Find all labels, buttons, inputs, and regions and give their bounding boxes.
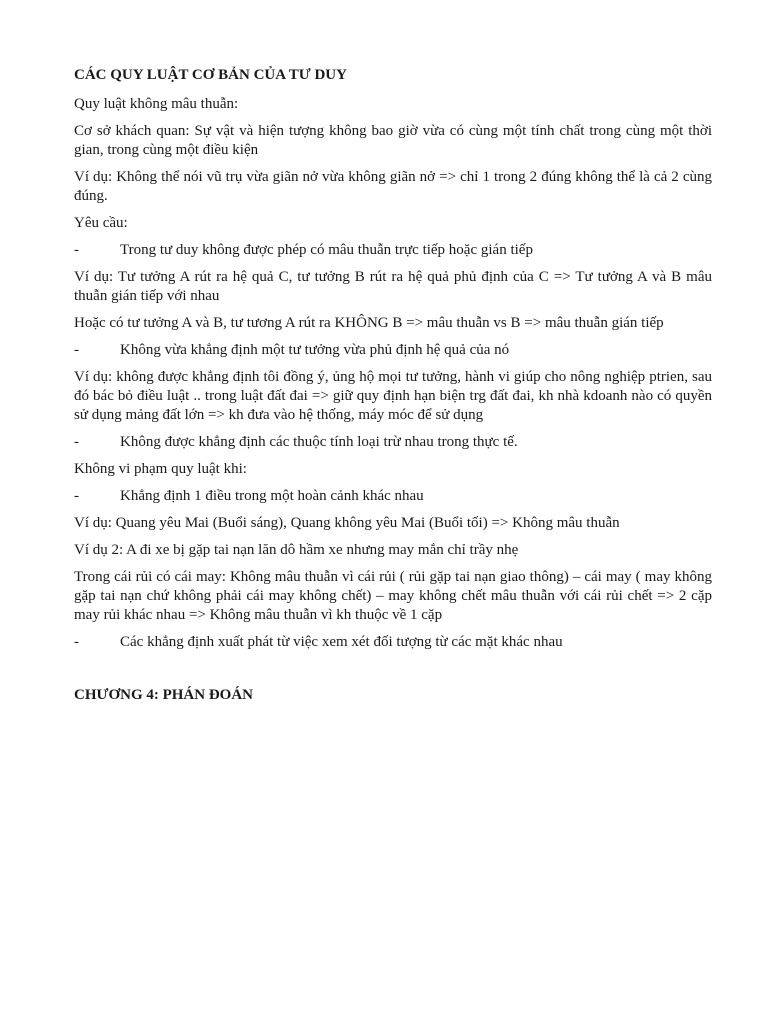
list-item-text: Trong tư duy không được phép có mâu thuẫn trực tiếp hoặc gián tiếp xyxy=(120,242,533,258)
list-item-text: Khẳng định 1 điều trong một hoàn cảnh khác nhau xyxy=(120,488,424,504)
list-item xyxy=(74,341,712,360)
bullet-dash: - xyxy=(74,342,79,358)
paragraph-example-2: Ví dụ: Tư tưởng A rút ra hệ quả C, tư tưởng B rút ra hệ quả phủ định của C => Tư tưởng A và B mâu thuẫn gián tiếp với nhau xyxy=(74,269,712,304)
section-label: Quy luật không mâu thuẫn: xyxy=(74,96,239,112)
paragraph-not-violate: Không vi phạm quy luật khi: xyxy=(74,461,247,477)
list-item-text: Không được khẳng định các thuộc tính loại trừ nhau trong thực tế. xyxy=(120,434,518,450)
bullet-dash: - xyxy=(74,242,79,258)
paragraph-luck: Trong cái rủi có cái may: Không mâu thuẫn vì cái rủi ( rủi gặp tai nạn giao thông) – cái may ( may không gặp tai nạn chứ không phải cái may không chết) – may không chết mâu thuẫn với cái rủi chết => 2 cặp may rủi khác nhau => Không mâu thuẫn vì kh thuộc về 1 cặp xyxy=(74,569,712,623)
paragraph-example-1: Ví dụ: Không thể nói vũ trụ vừa giãn nở vừa không giãn nở => chỉ 1 trong 2 đúng không thể là cả 2 cùng đúng. xyxy=(74,169,712,204)
page-title: CÁC QUY LUẬT CƠ BẢN CỦA TƯ DUY xyxy=(74,67,347,83)
spacer xyxy=(74,660,712,686)
paragraph-example-5: Ví dụ 2: A đi xe bị gặp tai nạn lăn dô hầm xe nhưng may mắn chỉ trầy nhẹ xyxy=(74,542,519,558)
list-item-text: Các khẳng định xuất phát từ việc xem xét đối tượng từ các mặt khác nhau xyxy=(120,634,563,650)
bullet-dash: - xyxy=(74,634,79,650)
paragraph-requirements: Yêu cầu: xyxy=(74,215,128,231)
bullet-dash: - xyxy=(74,434,79,450)
paragraph-example-4: Ví dụ: Quang yêu Mai (Buổi sáng), Quang không yêu Mai (Buổi tối) => Không mâu thuẫn xyxy=(74,515,620,531)
list-item xyxy=(74,241,712,260)
paragraph-or: Hoặc có tư tưởng A và B, tư tương A rút ra KHÔNG B => mâu thuẫn vs B => mâu thuẫn gián tiếp xyxy=(74,315,664,331)
list-item xyxy=(74,433,712,452)
list-item-text: Không vừa khẳng định một tư tưởng vừa phủ định hệ quả của nó xyxy=(120,342,510,358)
paragraph-basis: Cơ sở khách quan: Sự vật và hiện tượng không bao giờ vừa có cùng một tính chất trong cùng một thời gian, trong cùng một điều kiện xyxy=(74,123,712,158)
document-page xyxy=(74,66,712,715)
chapter-heading: CHƯƠNG 4: PHÁN ĐOÁN xyxy=(74,687,254,703)
bullet-dash: - xyxy=(74,488,79,504)
list-item xyxy=(74,487,712,506)
list-item xyxy=(74,633,712,652)
paragraph-example-3: Ví dụ: không được khẳng định tôi đồng ý, ủng hộ mọi tư tưởng, hành vi giúp cho nông nghiệp ptrien, sau đó bác bỏ điều luật .. trong luật đất đai => giữ quy định hạn biện trg đất đai, kh nhà kdoanh nào có quyền sử dụng mảng đất lớn => kh đưa vào hệ thống, máy móc để sử dụng xyxy=(74,369,712,423)
